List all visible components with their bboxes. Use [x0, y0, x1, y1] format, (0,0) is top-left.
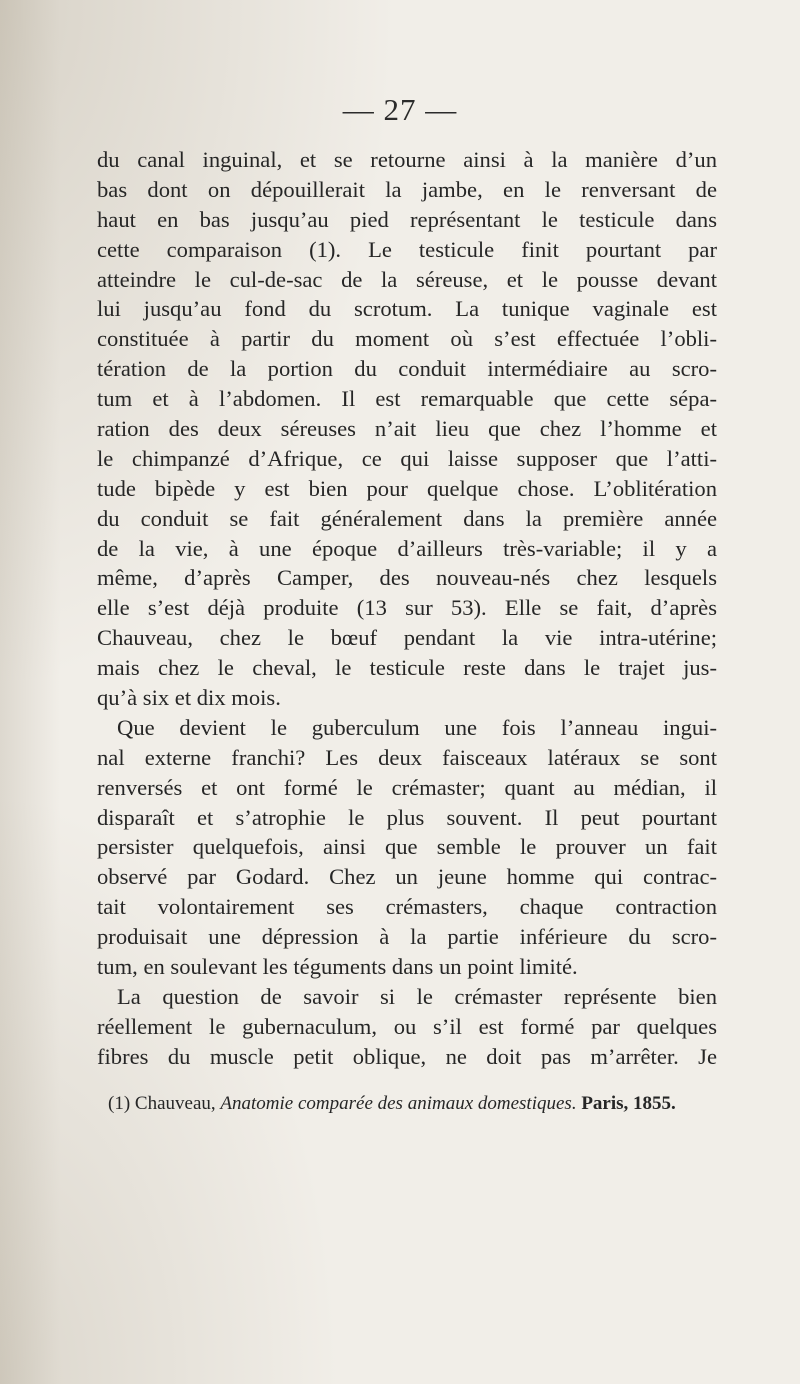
text-line: Chauveau, chez le bœuf pendant la vie intra-utérine; — [97, 625, 717, 651]
page-number: — 27 — — [342, 92, 458, 127]
footnote-author: Chauveau, — [134, 1093, 216, 1114]
text-line: La question de savoir si le crémaster représente bien — [117, 983, 717, 1009]
text-line: constituée à partir du moment où s’est effectuée l’obli- — [97, 326, 717, 352]
text-line: mais chez le cheval, le testicule reste dans le trajet jus- — [97, 655, 717, 681]
text-line: lui jusqu’au fond du scrotum. La tunique vaginale est — [97, 296, 717, 322]
text-line: du conduit se fait généralement dans la première année — [97, 505, 717, 531]
footnote — [108, 1093, 718, 1115]
text-line: Que devient le guberculum une fois l’anneau ingui- — [117, 714, 717, 740]
text-line: bas dont on dépouillerait la jambe, en le renversant de — [97, 176, 717, 202]
text-line: le chimpanzé d’Afrique, ce qui laisse supposer que l’atti- — [97, 445, 717, 471]
text-line: disparaît et s’atrophie le plus souvent. Il peut pourtant — [97, 804, 717, 830]
text-line: tération de la portion du conduit intermédiaire au scro- — [97, 356, 717, 382]
text-line: haut en bas jusqu’au pied représentant le testicule dans — [97, 206, 717, 232]
text-line: tum, en soulevant les téguments dans un point limité. — [97, 954, 578, 980]
footnote-marker: (1) — [108, 1093, 131, 1114]
text-line: ration des deux séreuses n’ait lieu que chez l’homme et — [97, 416, 717, 442]
text-line: nal externe franchi? Les deux faisceaux latéraux se sont — [97, 744, 717, 770]
text-line: du canal inguinal, et se retourne ainsi à la manière d’un — [97, 147, 717, 172]
text-line: persister quelquefois, ainsi que semble le prouver un fait — [97, 834, 717, 860]
footnote-title: Anatomie comparée des animaux domestiques. — [220, 1093, 577, 1114]
text-line: cette comparaison (1). Le testicule finit pourtant par — [97, 236, 717, 262]
main-text — [97, 145, 717, 1072]
text-line: qu’à six et dix mois. — [97, 685, 281, 711]
text-line: atteindre le cul-de-sac de la séreuse, et le pousse devant — [97, 266, 717, 292]
text-line: réellement le gubernaculum, ou s’il est formé par quelques — [97, 1013, 717, 1039]
text-line: observé par Godard. Chez un jeune homme qui contrac- — [97, 864, 717, 890]
text-line: elle s’est déjà produite (13 sur 53). Elle se fait, d’après — [97, 595, 717, 621]
text-line: même, d’après Camper, des nouveau-nés chez lesquels — [97, 565, 717, 591]
text-line: de la vie, à une époque d’ailleurs très-variable; il y a — [97, 535, 717, 561]
text-line: renversés et ont formé le crémaster; quant au médian, il — [97, 774, 717, 800]
text-line: fibres du muscle petit oblique, ne doit pas m’arrêter. Je — [97, 1043, 717, 1069]
footnote-place-year: Paris, 1855. — [581, 1093, 676, 1114]
text-line: produisait une dépression à la partie inférieure du scro- — [97, 924, 717, 950]
text-line: tait volontairement ses crémasters, chaque contraction — [97, 894, 717, 920]
text-line: tude bipède y est bien pour quelque chose. L’oblitération — [97, 475, 717, 501]
text-line: tum et à l’abdomen. Il est remarquable que cette sépa- — [97, 386, 717, 412]
